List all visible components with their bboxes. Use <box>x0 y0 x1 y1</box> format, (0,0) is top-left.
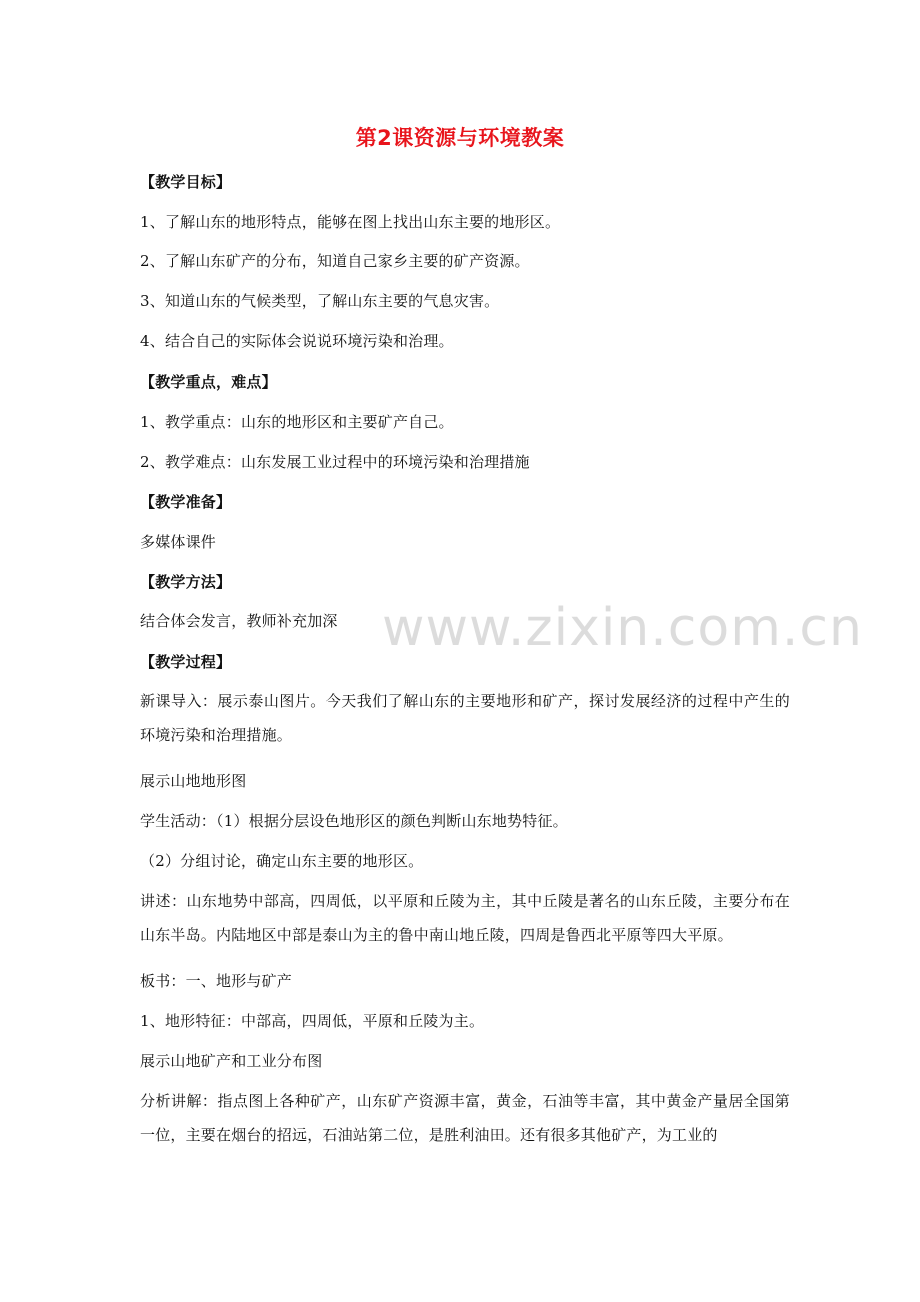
objective-4: 4、结合自己的实际体会说说环境污染和治理。 <box>140 332 454 350</box>
section-heading-preparation: 【教学准备】 <box>140 493 232 511</box>
lecture-paragraph: 讲述：山东地势中部高，四周低，以平原和丘陵为主，其中丘陵是著名的山东丘陵，主要分布在山东半岛。内陆地区中部是泰山为主的鲁中南山地丘陵，四周是鲁西北平原等四大平原。 <box>140 892 790 944</box>
section-heading-process: 【教学过程】 <box>140 653 232 671</box>
method-text: 结合体会发言，教师补充加深 <box>140 612 338 630</box>
section-heading-key-points: 【教学重点，难点】 <box>140 373 277 391</box>
watermark-text: www.zixin.com.cn <box>382 598 863 658</box>
document-title: 第2课资源与环境教案 <box>355 126 565 150</box>
analysis-paragraph: 分析讲解：指点图上各种矿产，山东矿产资源丰富，黄金，石油等丰富，其中黄金产量居全国第一位，主要在烟台的招远，石油站第二位，是胜利油田。还有很多其他矿产，为工业的 <box>140 1092 790 1144</box>
key-point-2: 2、教学难点：山东发展工业过程中的环境污染和治理措施 <box>140 453 530 471</box>
preparation-text: 多媒体课件 <box>140 533 217 551</box>
show-terrain-line: 展示山地地形图 <box>140 772 247 790</box>
activity-1-line: 学生活动：（1）根据分层设色地形区的颜色判断山东地势特征。 <box>140 812 568 830</box>
show-minerals-line: 展示山地矿产和工业分布图 <box>140 1052 323 1070</box>
intro-paragraph: 新课导入：展示泰山图片。今天我们了解山东的主要地形和矿产，探讨发展经济的过程中产生的环境污染和治理措施。 <box>140 692 790 744</box>
activity-2-line: （2）分组讨论，确定山东主要的地形区。 <box>140 852 424 870</box>
key-point-1: 1、教学重点：山东的地形区和主要矿产自己。 <box>140 413 454 431</box>
section-heading-method: 【教学方法】 <box>140 573 232 591</box>
board-line: 板书：一、地形与矿产 <box>140 972 293 990</box>
objective-3: 3、知道山东的气候类型，了解山东主要的气息灾害。 <box>140 292 500 310</box>
objective-2: 2、了解山东矿产的分布，知道自己家乡主要的矿产资源。 <box>140 252 530 270</box>
section-heading-objectives: 【教学目标】 <box>140 173 232 191</box>
objective-1: 1、了解山东的地形特点，能够在图上找出山东主要的地形区。 <box>140 213 561 231</box>
feature-line: 1、地形特征：中部高，四周低，平原和丘陵为主。 <box>140 1012 485 1030</box>
